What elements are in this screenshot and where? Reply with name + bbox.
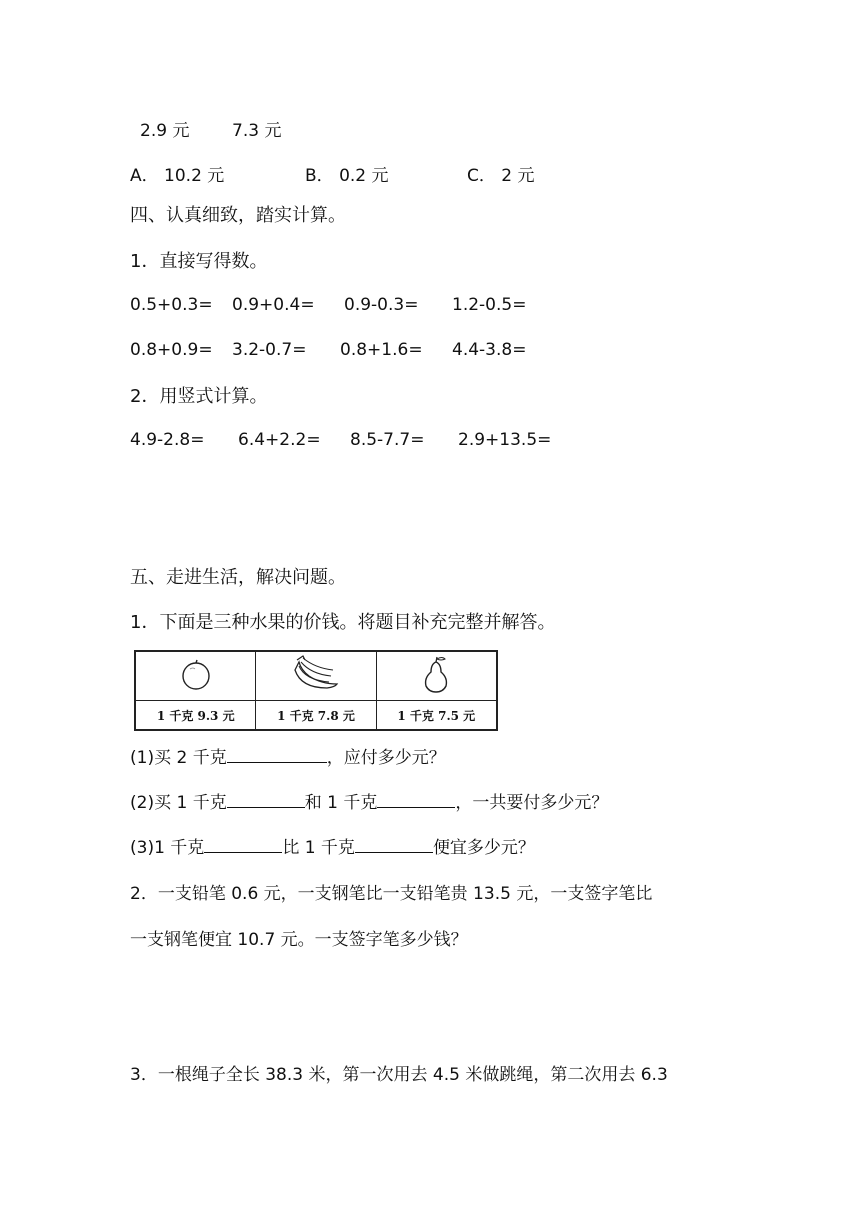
value-7-3: 7.3 元 (232, 121, 282, 141)
section-4-q2-title: 2．用竖式计算。 (130, 386, 268, 407)
answer-blank[interactable] (204, 836, 282, 853)
question-2-line-2: 一支钢笔便宜 10.7 元。一支签字笔多少钱？ (130, 930, 468, 950)
calc-item: 3.2-0.7= (232, 340, 307, 360)
fruit-price-cell: 1 千克 9.3 元 (135, 701, 256, 731)
banana-icon (291, 654, 341, 694)
section-5-q1-title: 1．下面是三种水果的价钱。将题目补充完整并解答。 (130, 612, 556, 633)
calc-item: 8.5-7.7= (350, 430, 425, 450)
apple-icon (179, 657, 213, 691)
calc-item: 0.5+0.3= (130, 295, 213, 315)
answer-blank[interactable] (377, 791, 455, 808)
calc-item: 2.9+13.5= (458, 430, 552, 450)
option-a[interactable]: A． 10.2 元 (130, 166, 225, 186)
sub-question-2: (2)买 1 千克 和 1 千克 ，一共要付多少元？ (130, 793, 609, 813)
answer-blank[interactable] (227, 746, 327, 763)
question-2-line-1: 2．一支铅笔 0.6 元，一支钢笔比一支铅笔贵 13.5 元，一支签字笔比 (130, 884, 653, 904)
fruit-price-cell: 1 千克 7.8 元 (256, 701, 376, 731)
option-b[interactable]: B． 0.2 元 (305, 166, 389, 186)
fruit-image-cell (135, 651, 256, 701)
calc-item: 0.9+0.4= (232, 295, 315, 315)
option-c[interactable]: C． 2 元 (467, 166, 535, 186)
answer-blank[interactable] (227, 791, 305, 808)
value-2-9: 2.9 元 (140, 121, 190, 141)
fruit-image-cell (376, 651, 497, 701)
section-4-title: 四、认真细致，踏实计算。 (130, 205, 346, 226)
calc-item: 1.2-0.5= (452, 295, 527, 315)
section-4-q1-title: 1．直接写得数。 (130, 251, 268, 272)
sub-question-3: (3)1 千克 比 1 千克 便宜多少元？ (130, 838, 535, 858)
sub-question-1: (1)买 2 千克 ，应付多少元？ (130, 748, 446, 768)
calc-item: 4.4-3.8= (452, 340, 527, 360)
calc-item: 0.8+0.9= (130, 340, 213, 360)
calc-item: 0.8+1.6= (340, 340, 423, 360)
pear-icon (419, 654, 453, 694)
calc-item: 0.9-0.3= (344, 295, 419, 315)
section-5-title: 五、走进生活，解决问题。 (130, 567, 346, 588)
answer-blank[interactable] (355, 836, 433, 853)
fruit-price-cell: 1 千克 7.5 元 (376, 701, 497, 731)
calc-item: 4.9-2.8= (130, 430, 205, 450)
fruit-image-cell (256, 651, 376, 701)
question-3-line-1: 3．一根绳子全长 38.3 米，第一次用去 4.5 米做跳绳，第二次用去 6.3 (130, 1065, 668, 1085)
fruit-price-table (134, 650, 498, 731)
calc-item: 6.4+2.2= (238, 430, 321, 450)
